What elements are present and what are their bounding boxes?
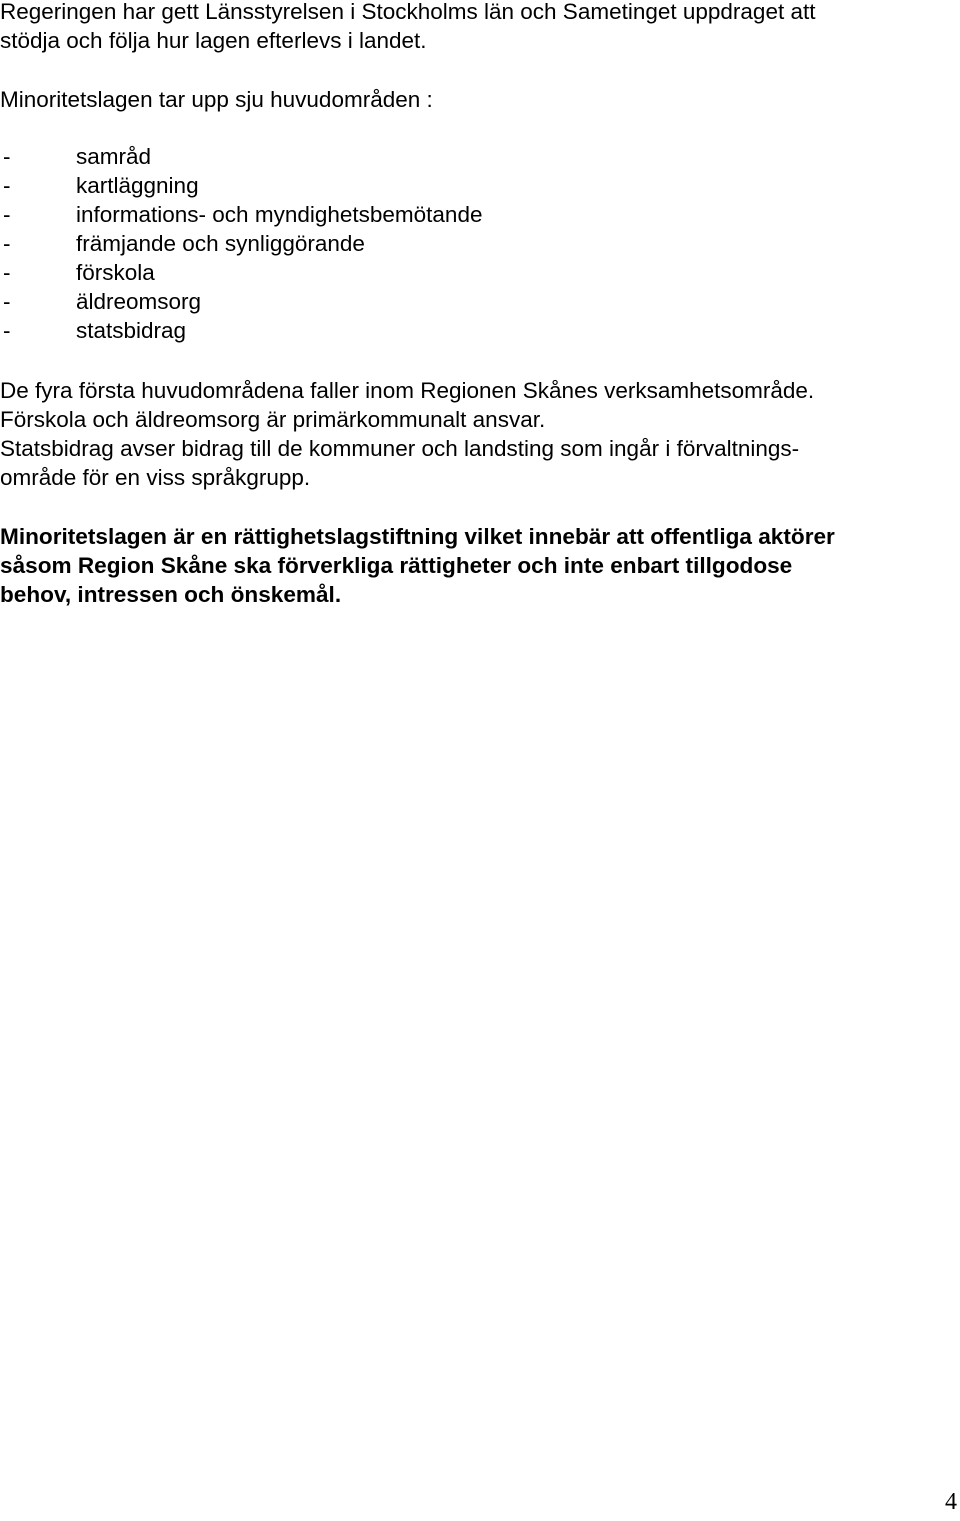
body-line: Statsbidrag avser bidrag till de kommuner och landsting som ingår i förvaltnings- xyxy=(0,436,800,461)
list-marker: - xyxy=(3,202,11,227)
list-marker: - xyxy=(3,144,11,169)
list-item-text: informations- och myndighetsbemötande xyxy=(76,202,483,227)
bold-paragraph xyxy=(0,522,835,609)
list-item xyxy=(0,171,482,200)
list-marker: - xyxy=(3,260,11,285)
body-line: område för en viss språkgrupp. xyxy=(0,465,311,490)
intro-line: stödja och följa hur lagen efterlevs i landet. xyxy=(0,28,427,53)
list-marker: - xyxy=(3,289,11,314)
body-line: Förskola och äldreomsorg är primärkommunalt ansvar. xyxy=(0,407,546,432)
bold-line: såsom Region Skåne ska förverkliga rättigheter och inte enbart tillgodose xyxy=(0,553,793,578)
list-item xyxy=(0,316,482,345)
bold-line: behov, intressen och önskemål. xyxy=(0,582,342,607)
body-line: De fyra första huvudområdena faller inom Regionen Skånes verksamhetsområde. xyxy=(0,378,815,403)
list-marker: - xyxy=(3,173,11,198)
list-marker: - xyxy=(3,318,11,343)
list-item-text: kartläggning xyxy=(76,173,199,198)
list-item xyxy=(0,200,482,229)
list-lead: Minoritetslagen tar upp sju huvudområden : xyxy=(0,87,433,112)
list-item-text: statsbidrag xyxy=(76,318,187,343)
list-item xyxy=(0,229,482,258)
intro-line: Regeringen har gett Länsstyrelsen i Stockholms län och Sametinget uppdraget att xyxy=(0,0,816,24)
list-item-text: äldreomsorg xyxy=(76,289,202,314)
list-item-text: samråd xyxy=(76,144,152,169)
list-item xyxy=(0,258,482,287)
body-paragraph xyxy=(0,376,814,492)
page-number: 4 xyxy=(945,1489,957,1515)
list-item xyxy=(0,287,482,316)
list-item-text: främjande och synliggörande xyxy=(76,231,365,256)
intro-paragraph xyxy=(0,0,815,55)
bold-line: Minoritetslagen är en rättighetslagstiftning vilket innebär att offentliga aktörer xyxy=(0,524,835,549)
list-item xyxy=(0,142,482,171)
list-item-text: förskola xyxy=(76,260,155,285)
list-marker: - xyxy=(3,231,11,256)
main-areas-list xyxy=(0,142,482,345)
